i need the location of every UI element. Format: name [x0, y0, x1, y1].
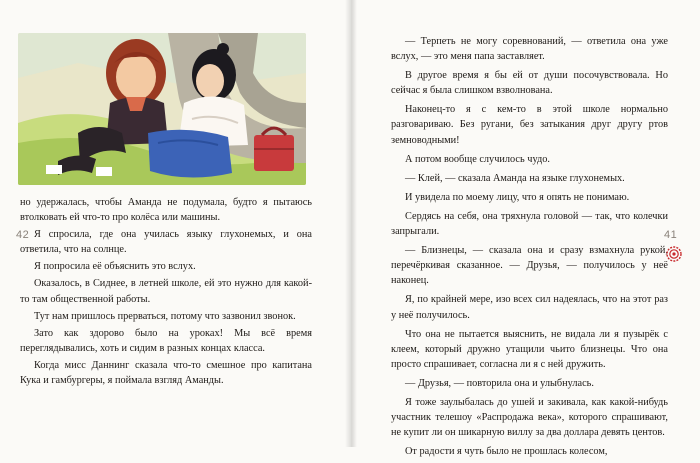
rosette-ornament-icon	[666, 246, 682, 262]
paragraph: — Клей, — сказала Аманда на языке глухонемых.	[405, 172, 625, 184]
two-girls-illustration	[18, 33, 306, 185]
paragraph: — Друзья, — повторила она и улыбнулась.	[405, 377, 594, 389]
paragraph: Что она не пытается выяснить, не видала ли я пузырёк с клеем, который дружно утащили чьито близнецы. Что она просто спрашивает, согласна ли я с ней дружить.	[391, 328, 668, 370]
right-page-text	[391, 34, 668, 463]
left-page	[0, 0, 350, 447]
paragraph: А потом вообще случилось чудо.	[405, 153, 550, 165]
paragraph: От радости я чуть было не прошлась колесом,	[405, 446, 608, 458]
paragraph: — Близнецы, — сказала она и сразу взмахнула рукой, перечёркивая сказанное. — Друзья, — получилось у неё наконец.	[391, 245, 668, 287]
paragraph: Я тоже заулыбалась до ушей и закивала, как какой-нибудь участник телешоу «Распродажа века», которого спрашивают, не купит ли он шикарную виллу за два доллара девять центов.	[391, 396, 668, 439]
paragraph: Тут нам пришлось прерваться, потому что зазвонил звонок.	[34, 310, 296, 322]
right-page	[350, 0, 700, 458]
paragraph: Сердясь на себя, она тряхнула головой — так, что колечки запрыгали.	[391, 210, 668, 238]
paragraph: И увидела по моему лицу, что я опять не понимаю.	[405, 191, 630, 203]
paragraph: В другое время я бы ей от души посочувствовала. Но сейчас я была слишком взволнована.	[391, 70, 668, 97]
paragraph: Я попросила её объяснить это вслух.	[34, 261, 196, 273]
paragraph: Наконец-то я с кем-то в этой школе нормально разговариваю. Без ругани, без затыкания друг другу ртов земноводными!	[391, 104, 668, 146]
paragraph: Я спросила, где она училась языку глухонемых, и она ответила, что на солнце.	[20, 229, 312, 256]
left-page-text	[20, 195, 312, 390]
paragraph: Зато как здорово было на уроках! Мы всё время переглядывались, хоть и сидим в разных концах класса.	[20, 327, 312, 354]
paragraph: Когда мисс Даннинг сказала что-то смешное про капитана Кука и гамбургеры, я поймала взгляд Аманды.	[20, 359, 312, 387]
paragraph: но удержалась, чтобы Аманда не подумала, будто я пытаюсь втолковать ей что-то про колёса или машины.	[20, 197, 312, 224]
paragraph: — Терпеть не могу соревнований, — ответила она уже вслух, — это меня папа заставляет.	[391, 36, 668, 63]
page-number-right: 41	[664, 229, 678, 241]
paragraph: Оказалось, в Сиднее, в летней школе, ей это нужно для какой-то там общественной работы.	[20, 278, 312, 305]
paragraph: Я, по крайней мере, изо всех сил надеялась, что на этот раз у неё получилось.	[391, 294, 668, 321]
page-number-left: 42	[16, 229, 30, 241]
